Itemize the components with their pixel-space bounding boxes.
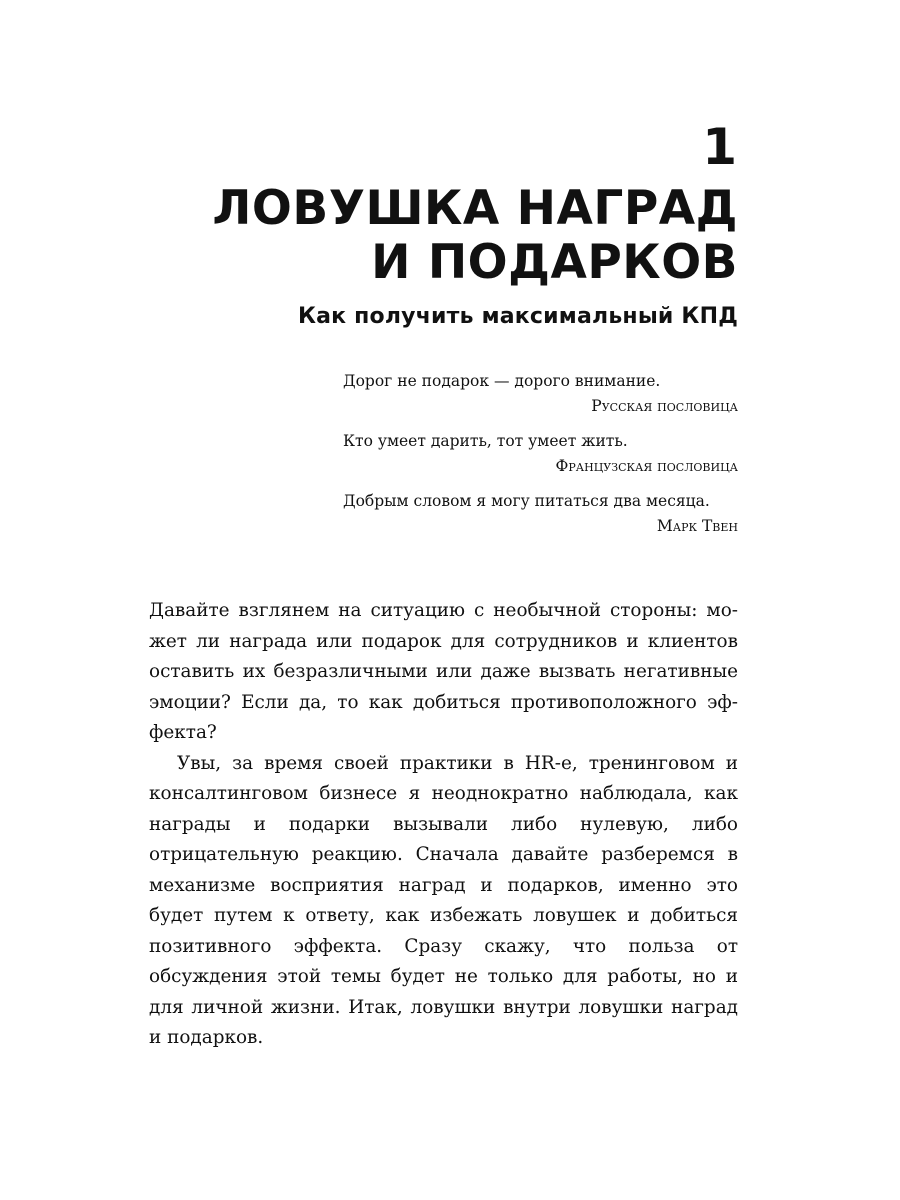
epigraph-source: Русская пословица [591,397,738,415]
paragraph: Давайте взглянем на ситуацию с необычной стороны: может ли награда или подарок для сотрудников и клиентов оставить их безразличными или даже вызвать негативные эмоции? Если да, то как добиться противоположного эффекта? [149,600,738,743]
epigraph [343,369,738,419]
chapter-number: 1 [702,118,738,176]
chapter-title [212,182,738,290]
epigraph-source: Марк Твен [656,517,738,535]
epigraph [343,429,738,479]
epigraph-text: Дорог не подарок — дорого внимание. [343,372,661,390]
paragraph: Увы, за время своей практики в HR-е, тренинговом и консалтинговом бизнесе я неоднократно наблюдала, как награды и подарки вызывали либо нулевую, либо отрицательную реакцию. Сначала давайте разберемся в механизме восприятия наград и подарков, именно это будет путем к ответу, как избежать ловушек и добиться позитивного эффекта. Сразу скажу, что польза от обсуждения этой темы будет не только для работы, но и для личной жизни. Итак, ловушки внутри ловушки наград и подарков. [149,752,738,1048]
chapter-heading [212,112,738,332]
chapter-title-line-2: И ПОДАРКОВ [371,235,738,290]
epigraph [343,489,738,539]
epigraphs [343,369,738,549]
body-text [149,596,738,1054]
chapter-title-line-1: ЛОВУШКА НАГРАД [212,181,738,236]
chapter-subtitle: Как получить максимальный КПД [297,304,738,329]
epigraph-source: Французская пословица [555,457,738,475]
epigraph-text: Добрым словом я могу питаться два месяца. [343,492,710,510]
epigraph-text: Кто умеет дарить, тот умеет жить. [343,432,628,450]
